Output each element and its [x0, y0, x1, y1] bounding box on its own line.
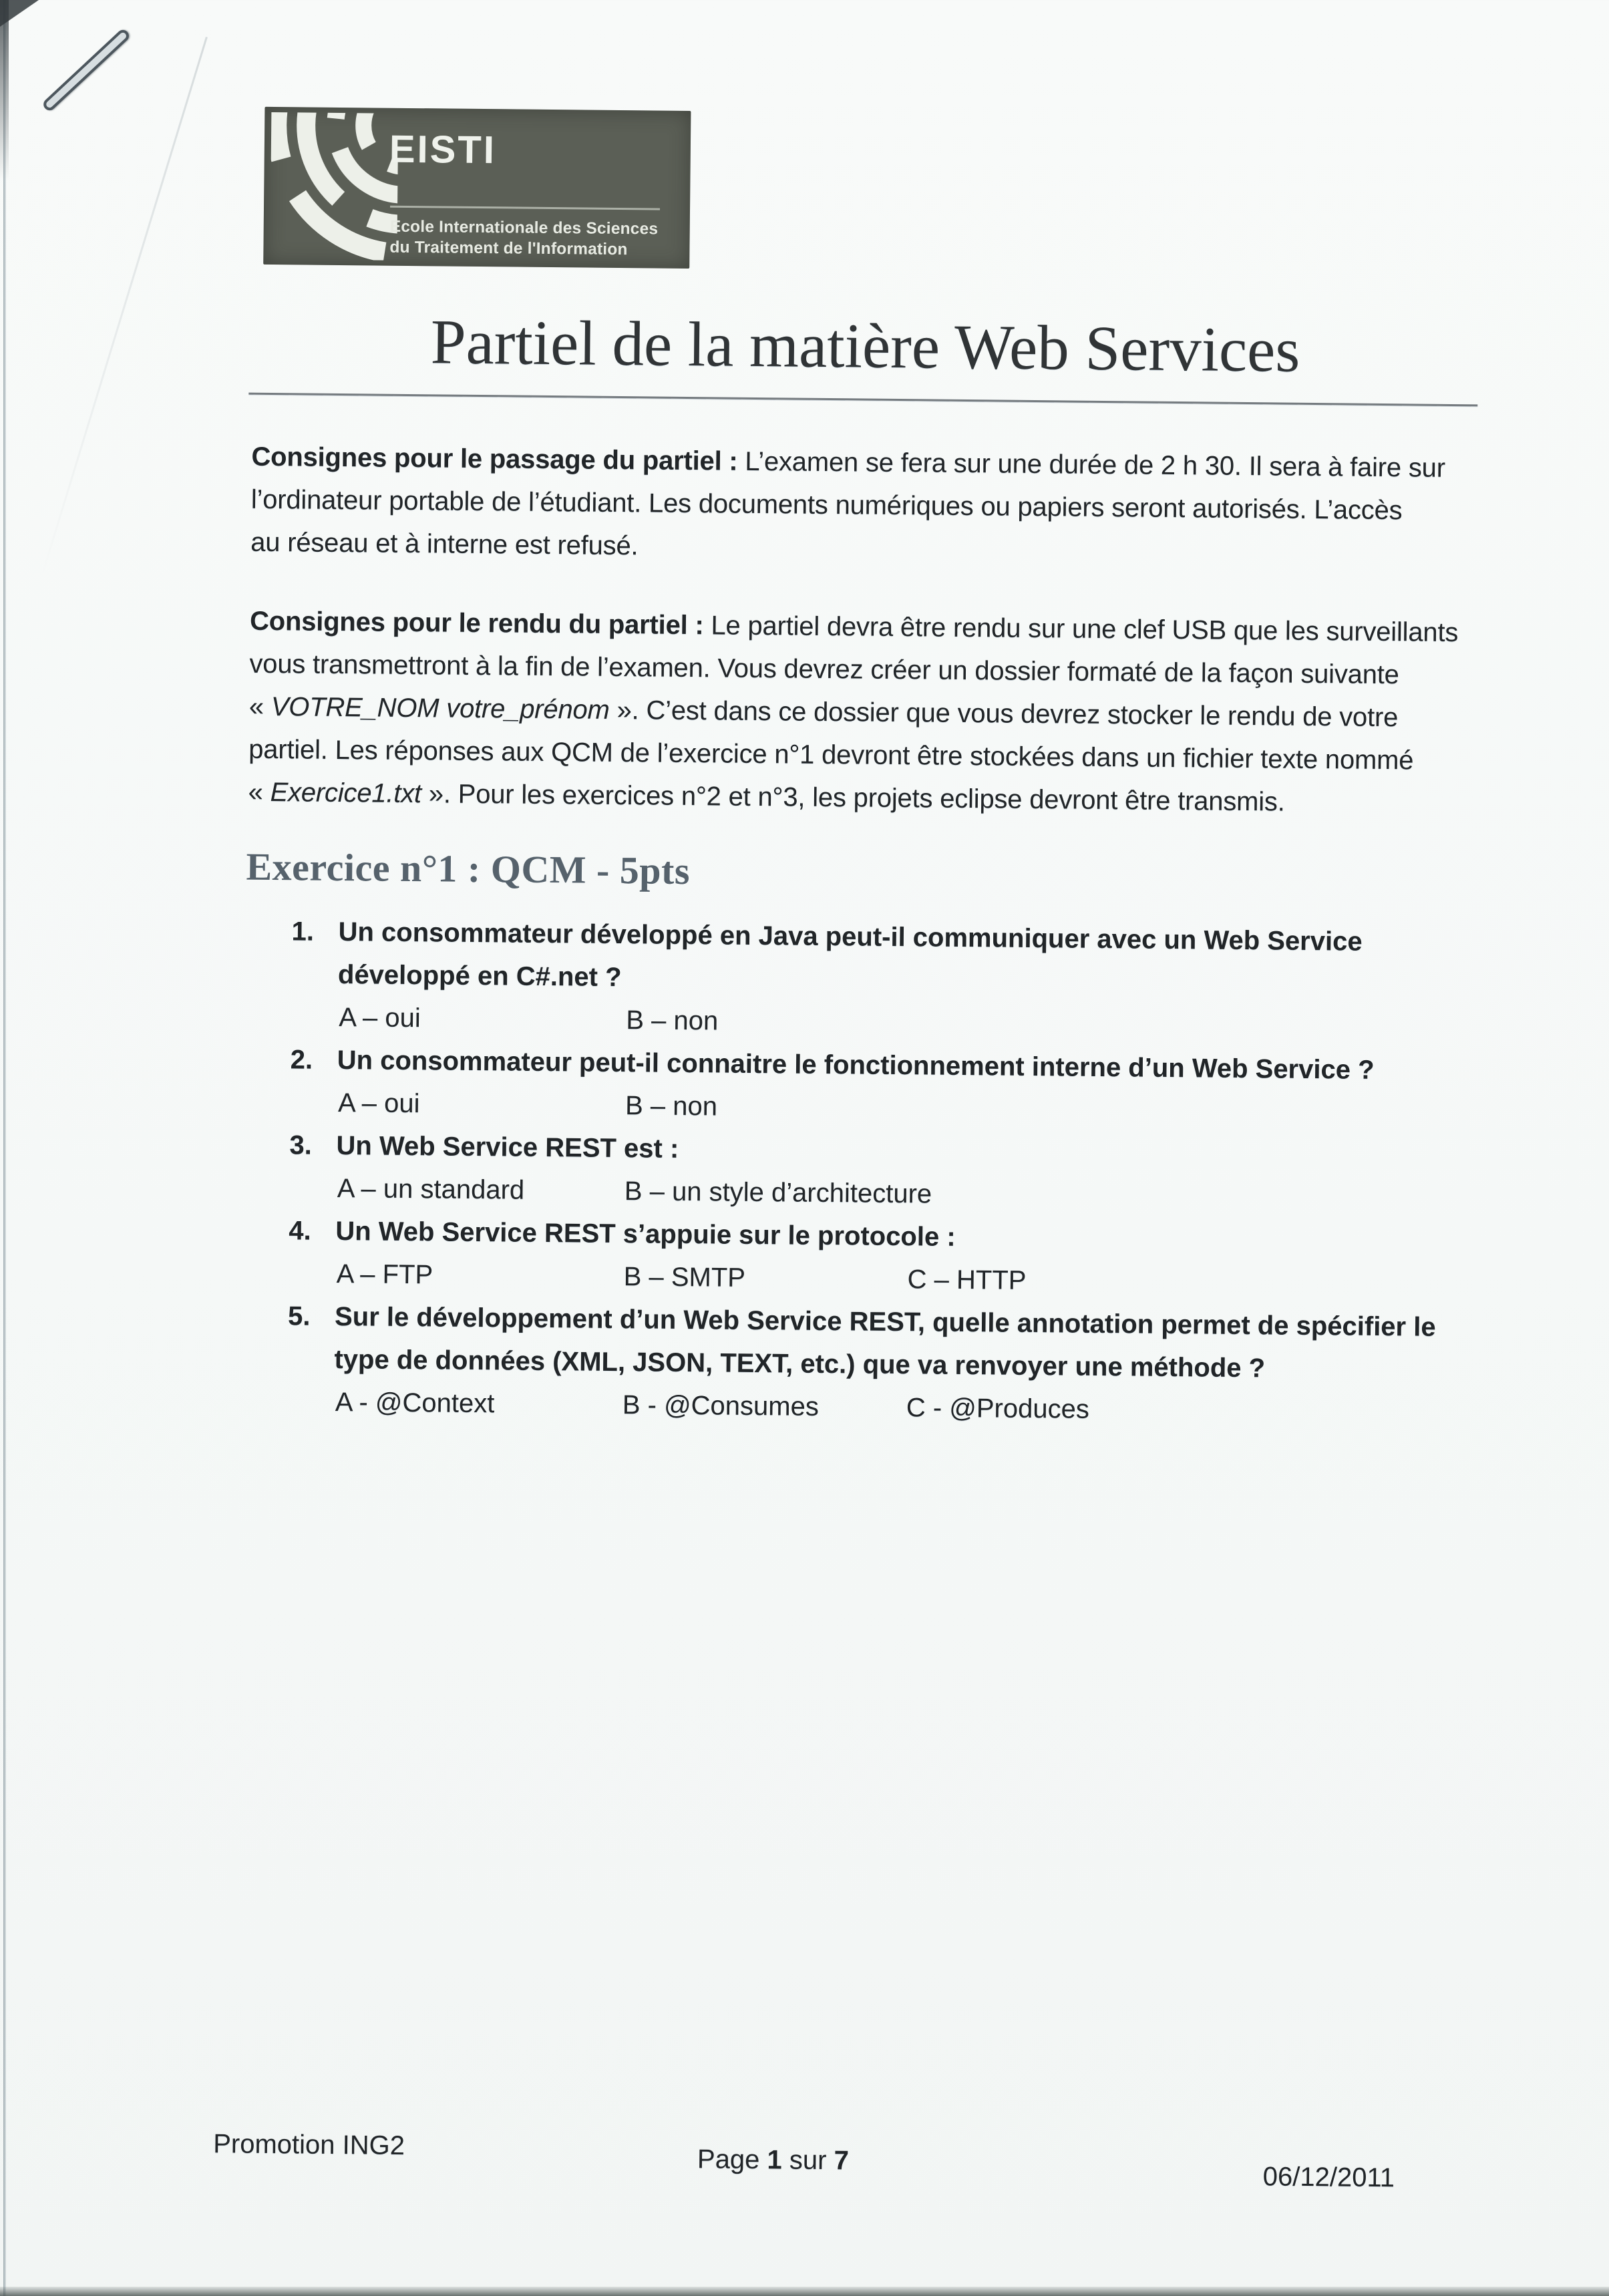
eisti-logo	[263, 107, 691, 269]
text: sur	[781, 2145, 834, 2176]
answer-option: B – SMTP	[623, 1262, 746, 1293]
text: au réseau et à interne est refusé.	[250, 527, 639, 561]
answer-option: A – un standard	[337, 1174, 525, 1205]
bold-text: Consignes pour le rendu du partiel :	[249, 606, 704, 641]
question-text: Un consommateur peut-il connaitre le fonctionnement interne d’un Web Service ?	[337, 1045, 1375, 1085]
qcm-question-list	[242, 910, 1516, 1435]
answer-option: A – FTP	[336, 1259, 433, 1290]
question-text: développé en C#.net ?	[337, 960, 622, 993]
footer-date: 06/12/2011	[1262, 2162, 1395, 2193]
logo-divider	[390, 206, 660, 210]
question-number: 3.	[289, 1130, 313, 1160]
logo-subtitle	[389, 216, 658, 261]
exercise-1-heading: Exercice n°1 : QCM - 5pts	[246, 844, 691, 893]
italic-text: Exercice1.txt	[270, 778, 422, 809]
bold-text: 7	[834, 2146, 850, 2176]
question-text: Sur le développement d’un Web Service REST, quelle annotation permet de spécifier le	[334, 1301, 1436, 1342]
question-number: 1.	[291, 917, 315, 947]
text: Le partiel devra être rendu sur une clef USB que les surveillants	[703, 611, 1459, 648]
answer-option: B – non	[626, 1005, 719, 1036]
instructions-passage-paragraph	[250, 436, 1494, 576]
question-number: 5.	[287, 1301, 311, 1331]
logo-subtitle-line1: Ecole Internationale des Sciences	[389, 217, 659, 238]
answer-option: A – oui	[339, 1003, 421, 1033]
text: Page	[697, 2144, 767, 2175]
logo-arcs-icon	[270, 112, 398, 261]
text: ». C’est dans ce dossier que vous devrez stocker le rendu de votre	[609, 695, 1399, 733]
text: L’examen se fera sur une durée de 2 h 30. Il sera à faire sur	[737, 446, 1446, 483]
text: partiel. Les réponses aux QCM de l’exercice n°1 devront être stockées dans un fichier texte nommé	[248, 734, 1414, 776]
logo-subtitle-line2: du Traitement de l'Information	[389, 238, 628, 259]
answer-option: B - @Consumes	[622, 1390, 820, 1422]
text: vous transmettront à la fin de l’examen. Vous devrez créer un dossier formaté de la façon suivante	[249, 649, 1399, 690]
question-number: 4.	[289, 1216, 311, 1246]
text: «	[248, 691, 272, 722]
answer-option: C – HTTP	[907, 1265, 1027, 1295]
answer-option: A - @Context	[335, 1387, 495, 1419]
answer-option: B – non	[624, 1091, 718, 1122]
bold-text: 1	[767, 2145, 782, 2175]
question-text: Un consommateur développé en Java peut-il communiquer avec un Web Service	[338, 917, 1363, 957]
answer-option: C - @Produces	[906, 1393, 1090, 1424]
title-underline-rule	[248, 393, 1477, 407]
text: ». Pour les exercices n°2 et n°3, les projets eclipse devront être transmis.	[421, 779, 1285, 817]
instructions-rendu-paragraph	[248, 600, 1492, 826]
question-number: 2.	[290, 1045, 313, 1075]
italic-text: VOTRE_NOM votre_prénom	[271, 692, 610, 725]
question-text: Un Web Service REST est :	[336, 1130, 679, 1164]
question-text: type de données (XML, JSON, TEXT, etc.) que va renvoyer une méthode ?	[334, 1344, 1266, 1383]
document-title: Partiel de la matière Web Services	[430, 306, 1300, 385]
text: l’ordinateur portable de l’étudiant. Les documents numériques ou papiers seront autorisés. L’accès	[250, 484, 1403, 526]
bold-text: Consignes pour le passage du partiel :	[251, 442, 738, 476]
answer-option: B – un style d’architecture	[624, 1176, 932, 1209]
logo-acronym: EISTI	[389, 127, 497, 172]
question-text: Un Web Service REST s’appuie sur le protocole :	[335, 1216, 956, 1252]
footer-page-indicator	[697, 2144, 849, 2176]
answer-option: A – oui	[337, 1088, 420, 1119]
footer-promotion: Promotion ING2	[212, 2129, 405, 2161]
text: «	[248, 777, 271, 808]
